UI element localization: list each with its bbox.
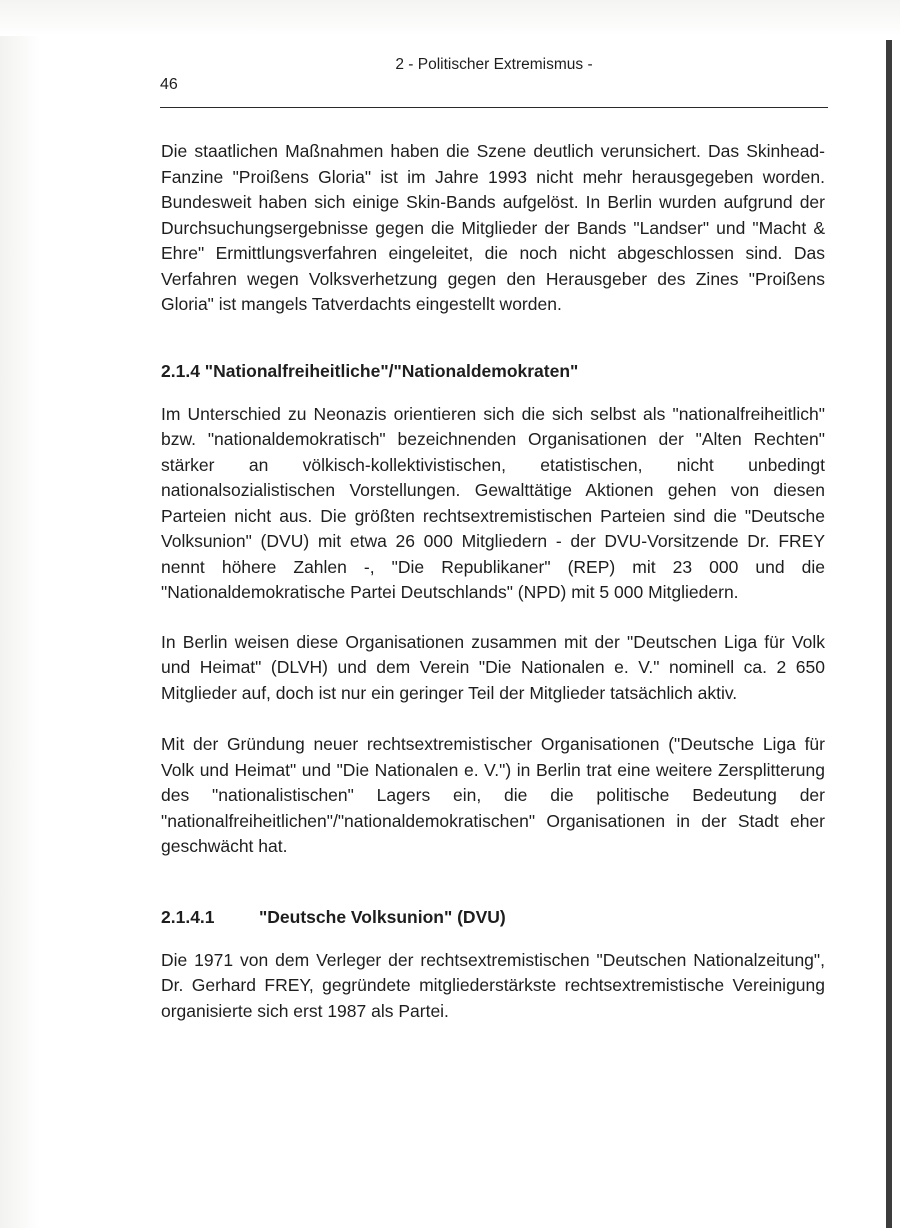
section-number: 2.1.4.1 [161, 906, 215, 927]
page-body [161, 128, 825, 1024]
header-rule [160, 107, 828, 108]
section-heading-2-1-4-1 [161, 904, 825, 930]
page-header [160, 52, 828, 102]
paragraph: Im Unterschied zu Neonazis orientieren sich die sich selbst als "nationalfreiheitlich" bzw. "nationaldemokratisch" bezeichnenden Organisationen der "Alten Rechten" stärker an völkisch-kollektivistischen, etatistischen, nicht unbedingt nationalsozialistischen Vorstellungen. Gewalttätige Aktionen gehen von diesen Parteien nicht aus. Die größten rechtsextremistischen Parteien sind die "Deutsche Volksunion" (DVU) mit etwa 26 000 Mitgliedern - der DVU-Vorsitzende Dr. FREY nennt höhere Zahlen -, "Die Republikaner" (REP) mit 23 000 und die "Nationaldemokratische Partei Deutschlands" (NPD) mit 5 000 Mitgliedern. [161, 403, 825, 602]
page-number: 46 [160, 76, 178, 93]
running-header-title: 2 - Politischer Extremismus - [395, 56, 593, 73]
paragraph: Mit der Gründung neuer rechtsextremistischer Organisationen ("Deutsche Liga für Volk und Heimat" und "Die Nationalen e. V.") in Berlin trat eine weitere Zersplitterung des "nationalistischen" Lagers ein, die die politische Bedeutung der "nationalfreiheitlichen"/"nationaldemokratischen" Organisationen in der Stadt eher geschwächt hat. [161, 734, 825, 856]
paragraph: Die 1971 von dem Verleger der rechtsextremistischen "Deutschen Nationalzeitung", Dr. Gerhard FREY, gegründete mitgliederstärkste rechtsextremistische Vereinigung organisierte sich erst 1987 als Partei. [161, 949, 825, 1021]
scan-shadow-left [0, 0, 40, 1228]
scan-shadow-top [0, 0, 900, 36]
section-heading-2-1-4: 2.1.4 "Nationalfreiheitliche"/"Nationaldemokraten" [161, 360, 579, 381]
paragraph: In Berlin weisen diese Organisationen zusammen mit der "Deutschen Liga für Volk und Heimat" (DLVH) und dem Verein "Die Nationalen e. V." nominell ca. 2 650 Mitglieder auf, doch ist nur ein geringer Teil der Mitglieder tatsächlich aktiv. [161, 631, 825, 703]
section-title: "Deutsche Volksunion" (DVU) [259, 906, 506, 927]
paragraph: Die staatlichen Maßnahmen haben die Szene deutlich verunsichert. Das Skinhead-Fanzine "Proißens Gloria" ist im Jahre 1993 nicht mehr herausgegeben worden. Bundesweit haben sich einige Skin-Bands aufgelöst. In Berlin wurden aufgrund der Durchsuchungsergebnisse gegen die Mitglieder der Bands "Landser" und "Macht & Ehre" Ermittlungsverfahren eingeleitet, die noch nicht abgeschlossen sind. Das Verfahren wegen Volksverhetzung gegen den Herausgeber des Zines "Proißens Gloria" ist mangels Tatverdachts eingestellt worden. [161, 141, 825, 314]
scan-edge-right [886, 40, 892, 1228]
